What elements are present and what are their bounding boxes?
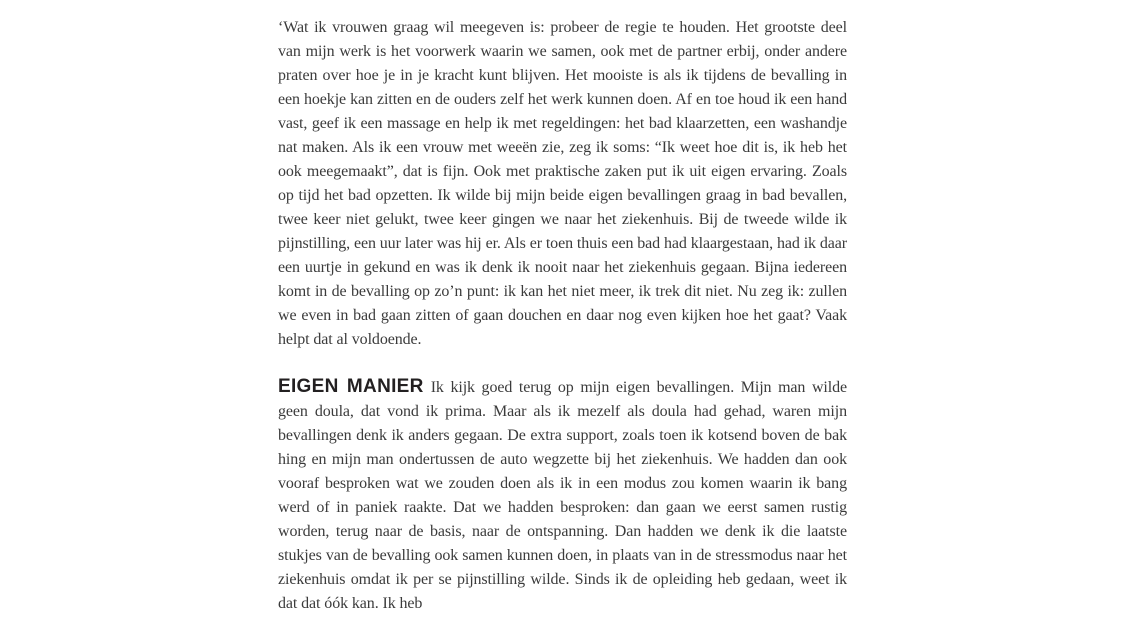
paragraph-eigen-manier-text: Ik kijk goed terug op mijn eigen bevallingen. Mijn man wilde geen doula, dat vond ik prima. Maar als ik mezelf als doula had gehad, waren mijn bevallingen denk ik anders gegaan. De extra support, zoals toen ik kotsend boven de bak hing en mijn man ondertussen de auto wegzette bij het ziekenhuis. We hadden dan ook vooraf besproken wat we zouden doen als ik in een modus zou komen waarin ik bang werd of in paniek raakte. Dat we hadden besproken: dan gaan we eerst samen rustig worden, terug naar de basis, naar de ontspanning. Dan hadden we denk ik die laatste stukjes van de bevalling ook samen kunnen doen, in plaats van in de stressmodus naar het ziekenhuis omdat ik per se pijnstilling wilde. Sinds ik de opleiding heb gedaan, weet ik dat dat óók kan. Ik heb: [278, 379, 847, 612]
paragraph-quote-regie-text: ‘Wat ik vrouwen graag wil meegeven is: probeer de regie te houden. Het grootste deel van mijn werk is het voorwerk waarin we samen, ook met de partner erbij, onder andere praten over hoe je in je kracht kunt blijven. Het mooiste is als ik tijdens de bevalling in een hoekje kan zitten en de ouders zelf het werk kunnen doen. Af en toe houd ik een hand vast, geef ik een massage en help ik met regeldingen: het bad klaarzetten, een washandje nat maken. Als ik een vrouw met weeën zie, zeg ik soms: “Ik weet hoe dit is, ik heb het ook meegemaakt”, dat is fijn. Ook met praktische zaken put ik uit eigen ervaring. Zoals op tijd het bad opzetten. Ik wilde bij mijn beide eigen bevallingen graag in bad bevallen, twee keer niet gelukt, twee keer gingen we naar het ziekenhuis. Bij de tweede wilde ik pijnstilling, een uur later was hij er. Als er toen thuis een bad had klaargestaan, had ik daar een uurtje in gekund en was ik denk ik nooit naar het ziekenhuis gegaan. Bijna iedereen komt in de bevalling op zo’n punt: ik kan het niet meer, ik trek dit niet. Nu zeg ik: zullen we even in bad gaan zitten of gaan douchen en daar nog even kijken hoe het gaat? Vaak helpt dat al voldoende.: [278, 19, 847, 348]
paragraph-eigen-manier: [278, 375, 847, 616]
section-heading-eigen-manier: EIGEN MANIER: [278, 376, 424, 397]
article-text-column: [278, 0, 847, 616]
paragraph-quote-regie: [278, 16, 847, 352]
